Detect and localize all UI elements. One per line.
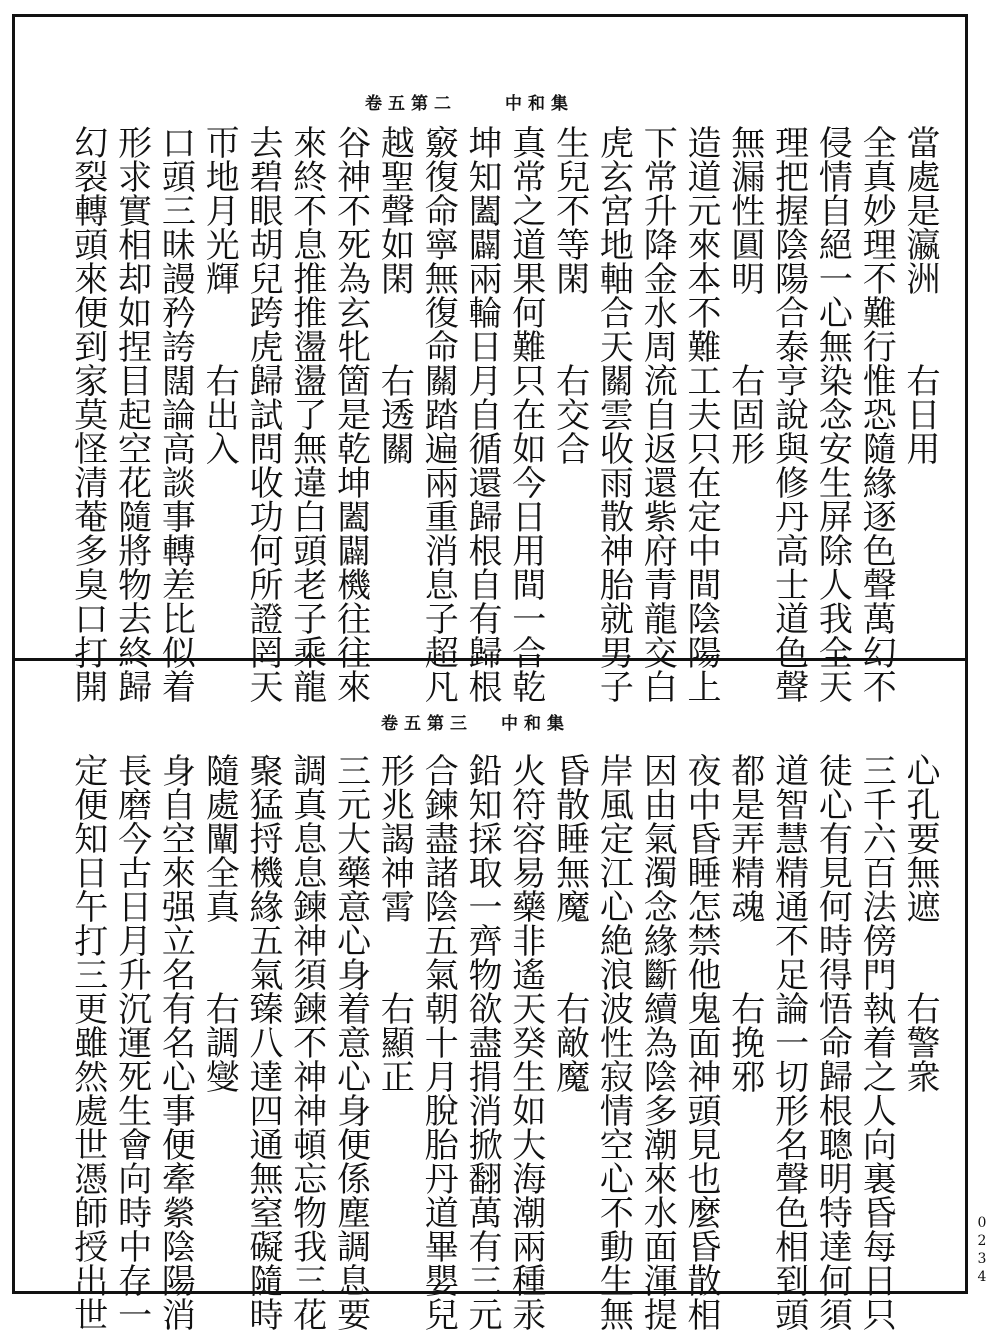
text-column: 形兆謁神霄 右顯正 <box>374 753 415 1093</box>
text-column: 三元大藥意心身着意心身便係塵調息要 <box>330 753 371 1331</box>
text-column: 幻裂轉頭來便到家莫怪清菴多臭口打開 <box>67 125 108 703</box>
text-column: 下常升降金水周流自返還紫府青龍交白 <box>637 125 678 703</box>
text-column: 調真息息鍊神須鍊不神神頓忘物我三花 <box>286 753 327 1331</box>
text-column: 都是弄精魂 右挽邪 <box>724 753 765 1093</box>
text-column: 來終不息推推盪盪了無違白頭老子乘龍 <box>286 125 327 703</box>
text-column: 因由氣濁念緣斷續為陰多潮來水面渾提 <box>637 753 678 1331</box>
header-book-title: 中和集 <box>501 714 570 734</box>
text-column: 造道元來本不難工夫只在定中間陰陽上 <box>681 125 721 703</box>
lower-page <box>15 661 965 1331</box>
text-column: 去碧眼胡兒跨虎歸試問收功何所證罔天 <box>243 125 283 703</box>
text-column: 帀地月光輝 右出入 <box>199 125 240 465</box>
text-column: 鉛知採取一齊物欲盡捐消掀翻萬有三元 <box>462 753 502 1331</box>
text-column: 口頭三昧謾矜誇闊論高談事轉差比似着 <box>155 125 196 703</box>
text-column: 聚猛捋機緣五氣臻八達四通無窒礙隨時 <box>243 753 283 1331</box>
text-column: 虎玄宮地軸合天關雲收雨散神胎就男子 <box>593 125 634 703</box>
text-column: 當處是瀛洲 右日用 <box>900 125 940 465</box>
text-column: 心孔要無遮 右警衆 <box>900 753 940 1093</box>
text-column: 真常之道果何難只在如今日用間一合乾 <box>505 125 546 703</box>
text-column: 竅復命寧無復命關踏遍兩重消息子超凡 <box>418 125 459 703</box>
text-column: 形求實相却如捏目起空花隨將物去終歸 <box>111 125 152 703</box>
text-column: 長磨今古日月升沉運死生會向時中存一 <box>111 753 152 1331</box>
upper-page <box>15 17 965 703</box>
text-column: 谷神不死為玄牝箇是乾坤闔闢機往往來 <box>330 125 371 703</box>
text-column: 身自空來强立名有名心事便牽縈陰陽消 <box>155 753 196 1331</box>
text-column: 全真妙理不難行惟恐隨緣逐色聲萬幻不 <box>856 125 897 703</box>
text-column: 坤知闔闢兩輪日月自循還歸根自有歸根 <box>462 125 502 703</box>
text-column: 昏散睡無魔 右敵魔 <box>549 753 590 1093</box>
header-book-title: 中和集 <box>505 94 574 114</box>
text-column: 合鍊盡諸陰五氣朝十月脫胎丹道畢嬰兒 <box>418 753 459 1331</box>
text-column: 道智慧精通不足論一切形名聲色相到頭 <box>768 753 809 1331</box>
text-column: 侵情自絕一心無染念安生屏除人我全天 <box>812 125 853 703</box>
header-volume: 卷五第三 <box>381 714 473 734</box>
text-column: 三千六百法傍門執着之人向裏昏每日只 <box>856 753 897 1331</box>
text-column: 理把握陰陽合泰亨說與修丹高士道色聲 <box>768 125 809 703</box>
text-column: 生兒不等閑 右交合 <box>549 125 590 465</box>
text-column: 越聖聲如閑 右透關 <box>374 125 415 465</box>
text-column: 夜中昏睡怎禁他鬼面神頭見也麼昏散相 <box>681 753 721 1331</box>
text-column: 定便知日午打三更雖然處世憑師授出世 <box>67 753 108 1331</box>
text-column: 岸風定江心絶浪波性寂情空心不動生無 <box>593 753 634 1331</box>
page-number: 0234 <box>974 1215 990 1287</box>
text-column: 徒心有見何時得悟命歸根聰明特達何須 <box>812 753 853 1331</box>
text-column: 無漏性圓明 右固形 <box>724 125 765 465</box>
header-volume: 卷五第二 <box>365 94 457 114</box>
text-column: 火符容易藥非遙天癸生如大海潮兩種汞 <box>505 753 546 1331</box>
text-column: 隨處闡全真 右調燮 <box>199 753 240 1093</box>
